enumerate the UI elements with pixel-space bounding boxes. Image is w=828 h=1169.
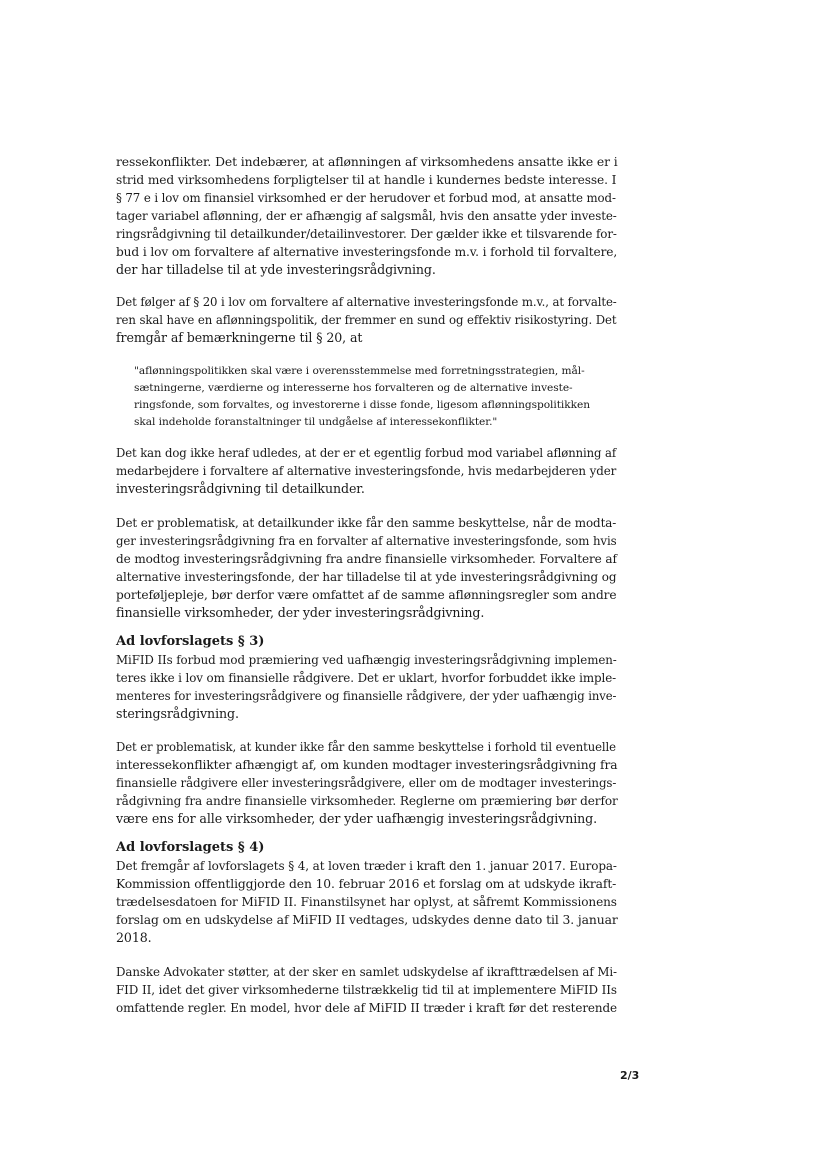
text-line: ressekonflikter. Det indebærer, at aflønningen af virksomhedens ansatte ikke er i: [116, 155, 618, 169]
text-line: forslag om en udskydelse af MiFID II vedtages, udskydes denne dato til 3. januar: [116, 913, 618, 927]
quote-line: ringsfonde, som forvaltes, og investorerne i disse fonde, ligesom aflønningspolitikken: [134, 399, 590, 411]
text-line: Danske Advokater støtter, at der sker en samlet udskydelse af ikrafttrædelsen af Mi-: [116, 965, 617, 979]
section-heading-4: Ad lovforslagets § 4): [116, 840, 265, 855]
text-line: alternative investeringsfonde, der har tilladelse til at yde investeringsrådgivning og: [116, 570, 617, 584]
text-line: omfattende regler. En model, hvor dele af MiFID II træder i kraft før det resterende: [116, 1001, 617, 1015]
page-number: 2/3: [620, 1069, 640, 1082]
section-heading-3: Ad lovforslagets § 3): [116, 634, 265, 649]
text-line: være ens for alle virksomheder, der yder uafhængig investeringsrådgivning.: [116, 811, 598, 826]
paragraph-mifid-inducements: [116, 651, 620, 723]
text-line: ringsrådgivning til detailkunder/detailinvestorer. Der gælder ikke et tilsvarende for-: [116, 227, 617, 241]
text-line: Det er problematisk, at detailkunder ikke får den samme beskyttelse, når de modta-: [116, 516, 617, 530]
text-line: interessekonflikter afhængigt af, om kunden modtager investeringsrådgivning fra: [116, 758, 618, 772]
block-quote: [134, 363, 598, 431]
paragraph-no-prohibition: [116, 444, 620, 498]
text-line: Det følger af § 20 i lov om forvaltere af alternative investeringsfonde m.v., at forvalte-: [116, 295, 617, 309]
text-line: der har tilladelse til at yde investeringsrådgivning.: [116, 262, 436, 277]
text-line: medarbejdere i forvaltere af alternative investeringsfonde, hvis medarbejderen yder: [116, 464, 617, 478]
text-line: MiFID IIs forbud mod præmiering ved uafhængig investeringsrådgivning implemen-: [116, 653, 617, 667]
text-line: FID II, idet det giver virksomhederne tilstrækkelig tid til at implementere MiFID IIs: [116, 983, 617, 997]
text-line: Det kan dog ikke heraf udledes, at der er et egentlig forbud mod variabel aflønning af: [116, 446, 617, 460]
text-line: Det er problematisk, at kunder ikke får den samme beskyttelse i forhold til eventuelle: [116, 740, 616, 754]
text-line: strid med virksomhedens forpligtelser til at handle i kundernes bedste interesse. I: [116, 173, 617, 187]
text-line: ren skal have en aflønningspolitik, der fremmer en sund og effektiv risikostyring. Det: [116, 313, 617, 327]
text-line: Kommission offentliggjorde den 10. februar 2016 et forslag om at udskyde ikraft-: [116, 877, 617, 891]
text-line: tager variabel aflønning, der er afhængig af salgsmål, hvis den ansatte yder investe-: [116, 209, 617, 223]
text-line: ger investeringsrådgivning fra en forvalter af alternative investeringsfonde, som hvis: [116, 534, 617, 548]
text-line: § 77 e i lov om finansiel virksomhed er der herudover et forbud mod, at ansatte mod-: [116, 191, 616, 205]
paragraph-section-20: [116, 293, 620, 347]
text-line: fremgår af bemærkningerne til § 20, at: [116, 330, 363, 345]
text-line: rådgivning fra andre finansielle virksomheder. Reglerne om præmiering bør derfor: [116, 794, 618, 808]
text-line: de modtog investeringsrådgivning fra andre finansielle virksomheder. Forvaltere af: [116, 552, 617, 566]
text-line: finansielle virksomheder, der yder investeringsrådgivning.: [116, 605, 485, 620]
text-line: teres ikke i lov om finansielle rådgivere. Det er uklart, hvorfor forbuddet ikke imple-: [116, 671, 617, 685]
quote-line: skal indeholde foranstaltninger til undgåelse af interessekonflikter.": [134, 416, 498, 428]
paragraph-inducement-rules: [116, 738, 620, 828]
text-line: 2018.: [116, 930, 152, 945]
text-line: trædelsesdatoen for MiFID II. Finanstilsynet har oplyst, at såfremt Kommissionens: [116, 895, 617, 909]
text-line: investeringsrådgivning til detailkunder.: [116, 481, 365, 496]
paragraph-retail-protection: [116, 514, 620, 622]
paragraph-entry-into-force: [116, 857, 620, 947]
text-line: menteres for investeringsrådgivere og finansielle rådgivere, der yder uafhængig inve-: [116, 689, 617, 703]
quote-line: "aflønningspolitikken skal være i overensstemmelse med forretningsstrategien, mål-: [134, 365, 585, 377]
text-line: steringsrådgivning.: [116, 706, 239, 721]
text-line: Det fremgår af lovforslagets § 4, at loven træder i kraft den 1. januar 2017. Europa-: [116, 859, 617, 873]
text-line: finansielle rådgivere eller investeringsrådgivere, eller om de modtager investerings-: [116, 776, 617, 790]
paragraph-remuneration-conflicts: [116, 153, 620, 279]
text-line: bud i lov om forvaltere af alternative investeringsfonde m.v. i forhold til forvaltere,: [116, 245, 618, 259]
quote-line: sætningerne, værdierne og interesserne hos forvalteren og de alternative investe-: [134, 382, 573, 394]
text-line: porteføljepleje, bør derfor være omfattet af de samme aflønningsregler som andre: [116, 588, 617, 602]
paragraph-support-postponement: [116, 963, 620, 1017]
